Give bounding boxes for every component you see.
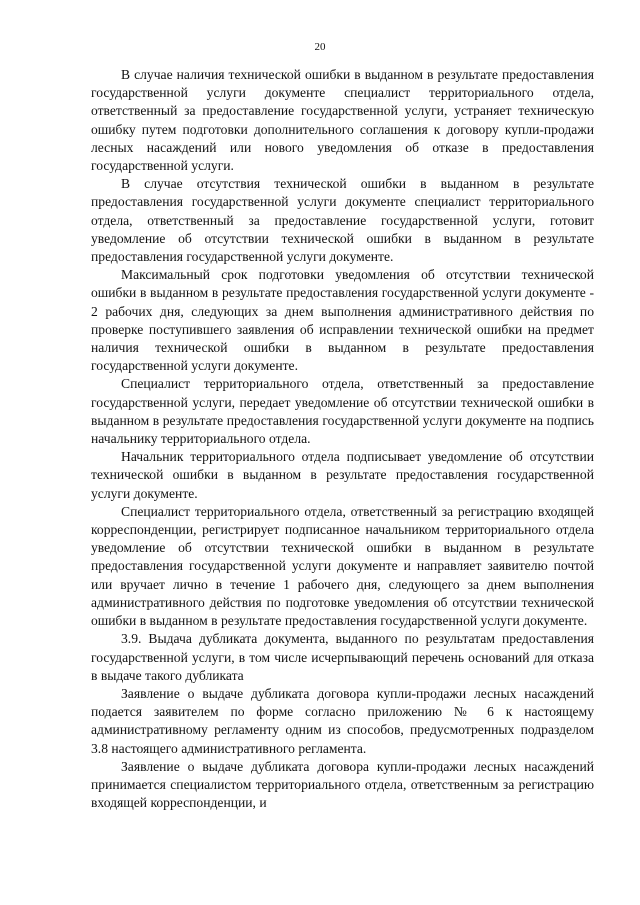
paragraph-head-signs: Начальник территориального отдела подписывает уведомление об отсутствии технической ошибки в выданном в результате предоставления государственной услуги документе. [91, 449, 594, 501]
paragraph-technical-error-present: В случае наличия технической ошибки в выданном в результате предоставления государственной услуги документе специалист территориального отдела, ответственный за предоставление государственной услуги, устраняет техническую ошибку путем подготовки дополнительного соглашения к договору купли-продажи лесных насаждений или нового уведомления об отказе в предоставления государственной услуги. [91, 67, 594, 174]
paragraph-notification-deadline: Максимальный срок подготовки уведомления об отсутствии технической ошибки в выданном в результате предоставления государственной услуги документе - 2 рабочих дня, следующих за днем выполнения административного действия по проверке поступившего заявления об исправлении технической ошибки на предмет наличия технической ошибки в выданном в результате предоставления государственной услуги документе. [91, 267, 594, 374]
paragraph-technical-error-absent: В случае отсутствия технической ошибки в выданном в результате предоставления государственной услуги документе специалист территориального отдела, ответственный за предоставление государственной услуги, готовит уведомление об отсутствии технической ошибки в выданном в результате предоставления государственной услуги документе. [91, 176, 594, 265]
page-number: 20 [314, 41, 326, 53]
paragraph-transfer-for-signature: Специалист территориального отдела, ответственный за предоставление государственной услуги, передает уведомление об отсутствии технической ошибки в выданном в результате предоставления государственной услуги документе на подпись начальнику территориального отдела. [91, 376, 594, 447]
section-heading-3-9: 3.9. Выдача дубликата документа, выданного по результатам предоставления государственной услуги, в том числе исчерпывающий перечень оснований для отказа в выдаче такого дубликата [91, 631, 594, 683]
paragraph-duplicate-application: Заявление о выдаче дубликата договора купли-продажи лесных насаждений подается заявителем по форме согласно приложению № 6 к настоящему административному регламенту одним из способов, предусмотренных подразделом 3.8 настоящего административного регламента. [91, 685, 594, 756]
paragraph-duplicate-acceptance: Заявление о выдаче дубликата договора купли-продажи лесных насаждений принимается специалистом территориального отдела, ответственным за регистрацию входящей корреспонденции, и [91, 758, 594, 811]
document-body [91, 66, 594, 812]
paragraph-registration-and-delivery: Специалист территориального отдела, ответственный за регистрацию входящей корреспонденции, регистрирует подписанное начальником территориального отдела уведомление об отсутствии технической ошибки в выданном в результате предоставления государственной услуги документе и направляет заявителю почтой или вручает лично в течение 1 рабочего дня, следующего за днем выполнения административного действия по подготовке уведомления об отсутствии технической ошибки в выданном в результате предоставления государственной услуги документе. [91, 503, 594, 629]
